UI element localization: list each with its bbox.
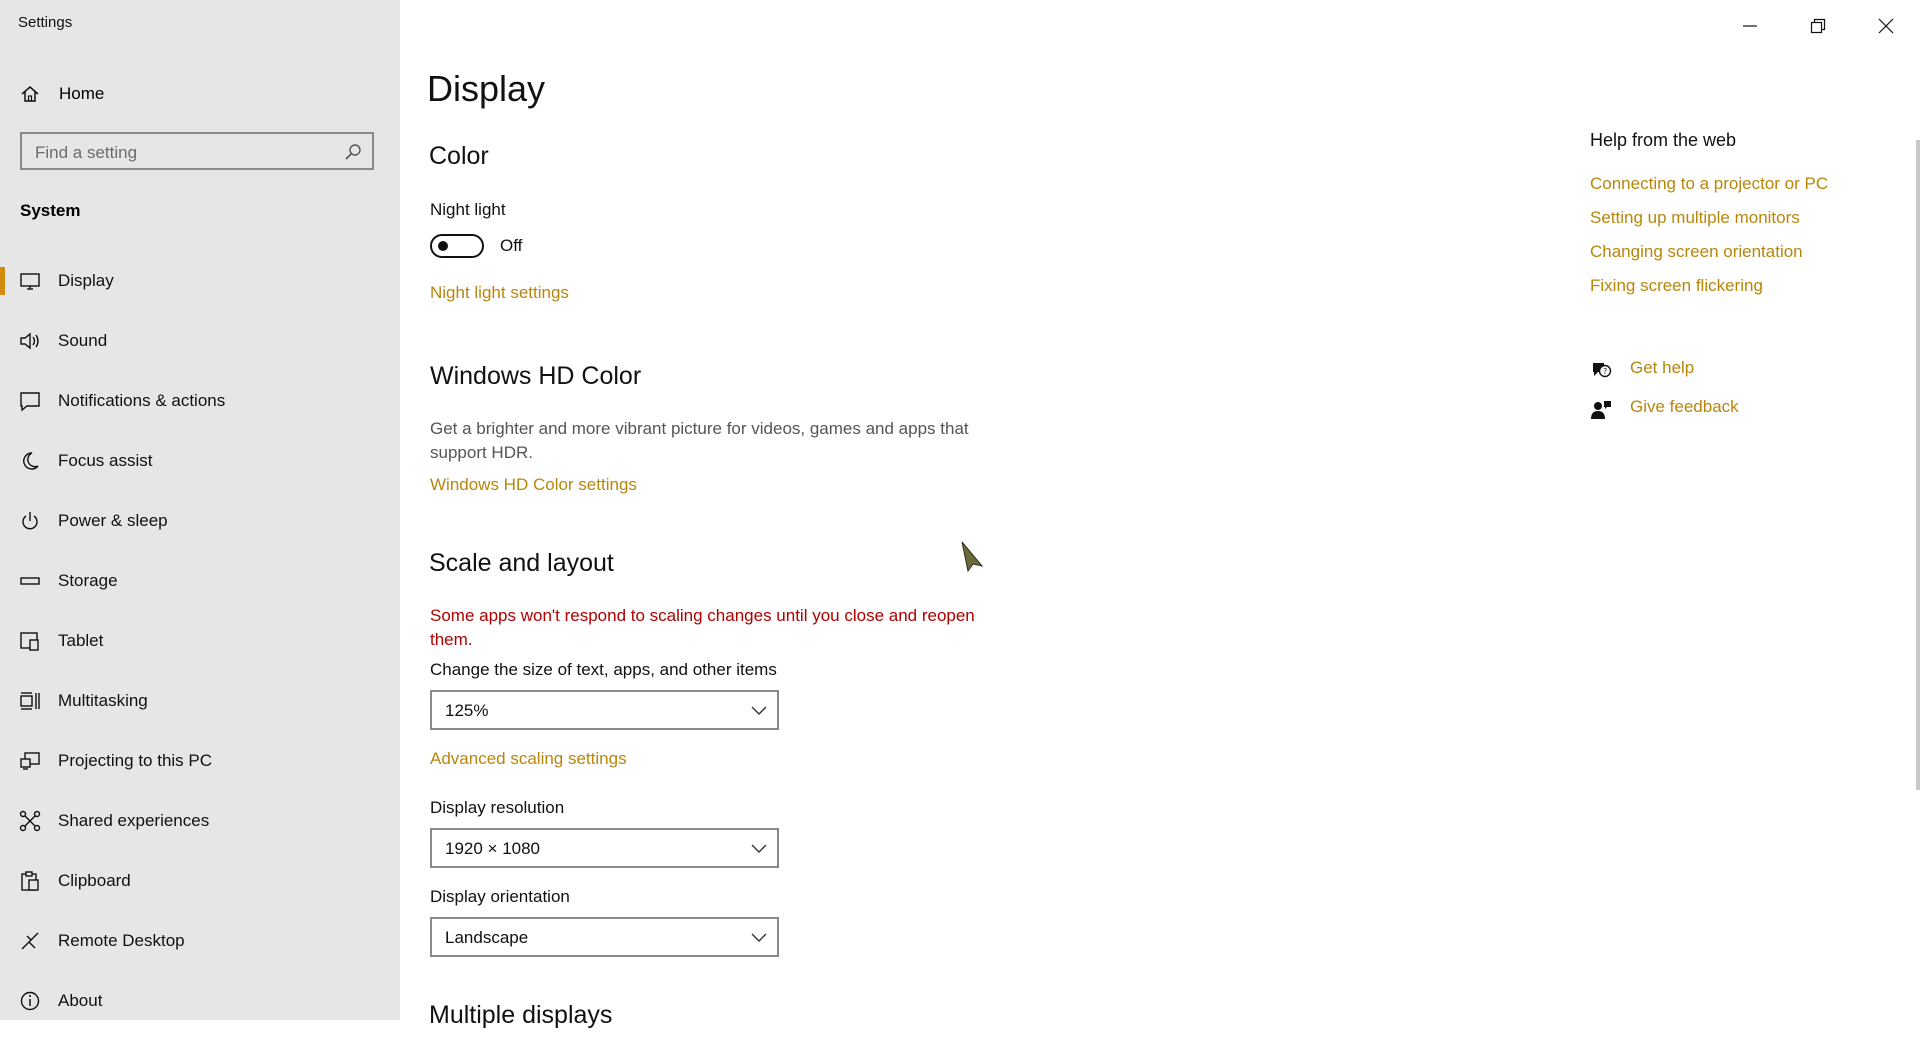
storage-icon [19, 570, 41, 592]
color-heading: Color [429, 142, 489, 170]
night-light-state: Off [500, 236, 523, 255]
mouse-cursor-icon [960, 540, 984, 572]
help-panel [1590, 0, 1890, 1020]
sidebar-item-power-sleep[interactable] [0, 499, 400, 559]
sidebar-item-sound[interactable] [0, 319, 400, 379]
sidebar-item-display[interactable] [0, 259, 400, 319]
home-icon [20, 84, 40, 104]
sidebar-item-label: Multitasking [58, 691, 148, 710]
scrollbar[interactable] [1916, 140, 1920, 790]
app-title: Settings [18, 14, 73, 31]
resolution-dropdown[interactable] [430, 828, 779, 868]
scale-dropdown[interactable] [430, 690, 779, 730]
section-label: System [20, 201, 81, 220]
sidebar-item-shared-experiences[interactable] [0, 799, 400, 859]
search-icon[interactable] [344, 143, 362, 161]
sidebar-item-label: Display [58, 271, 114, 290]
advanced-scaling-link[interactable]: Advanced scaling settings [430, 749, 627, 768]
night-light-settings-link[interactable]: Night light settings [430, 283, 569, 302]
help-heading: Help from the web [1590, 130, 1737, 150]
speaker-icon [19, 330, 41, 352]
sidebar-item-label: Remote Desktop [58, 931, 185, 950]
sidebar-item-label: Sound [58, 331, 108, 350]
give-feedback-action[interactable] [1590, 397, 1850, 425]
tablet-icon [19, 630, 41, 652]
sidebar [0, 0, 400, 1020]
give-feedback-link[interactable]: Give feedback [1630, 397, 1739, 416]
sidebar-item-label: Tablet [58, 631, 104, 650]
multitasking-icon [19, 690, 41, 712]
scale-value: 125% [445, 701, 489, 720]
moon-icon [19, 450, 41, 472]
sidebar-nav [0, 259, 400, 1039]
sidebar-item-remote-desktop[interactable] [0, 919, 400, 979]
sidebar-item-label: Shared experiences [58, 811, 210, 830]
scaling-warning: Some apps won't respond to scaling changes until you close and reopen them. [430, 606, 975, 649]
main-content [400, 0, 1500, 1029]
help-link-multiple-monitors[interactable]: Setting up multiple monitors [1590, 208, 1800, 227]
hdr-description: Get a brighter and more vibrant picture for videos, games and apps that support HDR. [430, 419, 969, 462]
sidebar-item-label: Focus assist [58, 451, 153, 470]
svg-text:?: ? [1603, 367, 1608, 376]
clipboard-icon [19, 870, 41, 892]
search-placeholder: Find a setting [35, 143, 138, 162]
night-light-toggle[interactable] [430, 234, 484, 258]
resolution-label: Display resolution [430, 798, 565, 817]
sidebar-item-projecting[interactable] [0, 739, 400, 799]
orientation-label: Display orientation [430, 887, 570, 906]
sidebar-item-focus-assist[interactable] [0, 439, 400, 499]
power-icon [19, 510, 41, 532]
sidebar-item-label: Storage [58, 571, 118, 590]
monitor-icon [19, 270, 41, 292]
hdr-settings-link[interactable]: Windows HD Color settings [430, 475, 637, 494]
sidebar-item-label: Power & sleep [58, 511, 168, 530]
chevron-down-icon [751, 704, 767, 716]
home-nav-item[interactable] [0, 78, 400, 110]
sidebar-item-label: Notifications & actions [58, 391, 226, 410]
night-light-label: Night light [430, 200, 506, 219]
sidebar-item-storage[interactable] [0, 559, 400, 619]
orientation-dropdown[interactable] [430, 917, 779, 957]
info-icon [19, 990, 41, 1012]
remote-desktop-icon [19, 930, 41, 952]
sidebar-item-label: Clipboard [58, 871, 131, 890]
multiple-displays-heading: Multiple displays [429, 1001, 613, 1029]
sidebar-item-notifications[interactable] [0, 379, 400, 439]
sidebar-item-multitasking[interactable] [0, 679, 400, 739]
sidebar-item-about[interactable] [0, 979, 400, 1039]
sidebar-item-clipboard[interactable] [0, 859, 400, 919]
shared-icon [19, 810, 41, 832]
toggle-knob [438, 241, 448, 251]
notification-icon [19, 390, 41, 412]
page-title: Display [427, 68, 546, 109]
help-link-projector[interactable]: Connecting to a projector or PC [1590, 174, 1829, 193]
search-input[interactable] [20, 132, 374, 170]
resolution-value: 1920 × 1080 [445, 839, 541, 858]
chevron-down-icon [751, 931, 767, 943]
home-label: Home [59, 84, 105, 103]
projecting-icon [19, 750, 41, 772]
chevron-down-icon [751, 842, 767, 854]
sidebar-item-label: Projecting to this PC [58, 751, 213, 770]
feedback-icon [1590, 399, 1612, 421]
help-link-flickering[interactable]: Fixing screen flickering [1590, 276, 1763, 295]
sidebar-item-tablet[interactable] [0, 619, 400, 679]
orientation-value: Landscape [445, 928, 529, 947]
hdr-heading: Windows HD Color [430, 362, 642, 390]
sidebar-item-label: About [58, 991, 103, 1010]
chat-help-icon [1590, 360, 1612, 382]
get-help-action[interactable] [1590, 358, 1850, 386]
size-label: Change the size of text, apps, and other items [430, 660, 777, 679]
scale-heading: Scale and layout [429, 549, 614, 577]
get-help-link[interactable]: Get help [1630, 358, 1695, 377]
help-link-orientation[interactable]: Changing screen orientation [1590, 242, 1803, 261]
